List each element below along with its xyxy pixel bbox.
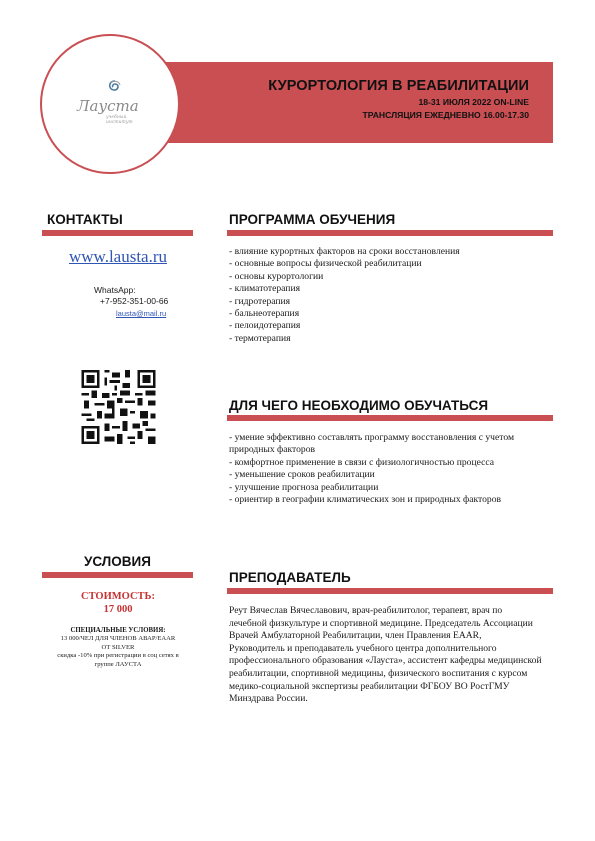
- lausta-swirl-logo-icon: [108, 80, 122, 94]
- bio-line: медико-социальной экспертизы реабилитации ФГБОУ ВО РостГМУ: [229, 680, 510, 692]
- contacts-title: КОНТАКТЫ: [47, 212, 123, 227]
- program-title: ПРОГРАММА ОБУЧЕНИЯ: [229, 212, 396, 227]
- bio-line: Руководитель и преподаватель учебного центра дополнительного: [229, 642, 497, 654]
- bio-line: Врачей Амбулаторной Реабилитации, член Правления EAAR,: [229, 630, 482, 642]
- special-conditions: [36, 627, 200, 669]
- list-item: - бальнеотерапия: [229, 308, 300, 320]
- special-line: ОТ SILVER: [101, 643, 135, 651]
- logo-name: Лауста: [77, 97, 139, 115]
- list-item: - ориентир в географии климатических зон и природных факторов: [229, 494, 502, 506]
- teacher-title: ПРЕПОДАВАТЕЛЬ: [229, 570, 351, 585]
- bio-line: Минздрава России.: [229, 693, 308, 705]
- bio-line: Реут Вячеслав Вячеславович, врач-реабилитолог, терапевт, врач по: [229, 605, 503, 616]
- list-item: - уменьшение сроков реабилитации: [229, 469, 375, 481]
- list-item: природных факторов: [229, 444, 316, 456]
- special-line: скидка -10% при регистрации в соц сетях в: [57, 652, 179, 660]
- list-item: - гидротерапия: [229, 295, 291, 307]
- list-item: - комфортное применение в связи с физиологичностью процесса: [229, 456, 494, 468]
- qr-code-icon: [80, 370, 157, 444]
- program-divider: [227, 230, 553, 236]
- teacher-bio: [229, 605, 559, 706]
- program-list: [229, 246, 460, 345]
- list-item: - пелоидотерапия: [229, 320, 301, 332]
- list-item: - основные вопросы физической реабилитации: [229, 258, 422, 270]
- list-item: - улучшение прогноза реабилитации: [229, 481, 379, 493]
- logo-tagline: учебный институт: [106, 115, 133, 125]
- list-item: - основы курортологии: [229, 270, 324, 282]
- contacts-divider: [42, 230, 193, 236]
- why-divider: [227, 415, 553, 421]
- why-title: ДЛЯ ЧЕГО НЕОБХОДИМО ОБУЧАТЬСЯ: [229, 398, 489, 413]
- conditions-title: УСЛОВИЯ: [84, 554, 151, 569]
- bio-line: лечебной физкультуре и спортивной медицине. Председатель Ассоциации: [229, 617, 533, 629]
- email-link[interactable]: lausta@mail.ru: [116, 309, 167, 318]
- header-text: [268, 78, 529, 120]
- list-item: - умение эффективно составлять программу восстановления с учетом: [229, 432, 515, 443]
- conditions-divider: [42, 572, 193, 578]
- cost-label: СТОИМОСТЬ:: [80, 591, 155, 602]
- bio-line: профессионального образования «Лауста», ассистент кафедры медицинской: [229, 655, 542, 667]
- bio-line: реабилитации, спортивной медицины, физического воспитания с курсом: [229, 667, 528, 679]
- whatsapp-label: WhatsApp:: [94, 285, 136, 295]
- teacher-divider: [227, 588, 553, 594]
- course-title: КУРОРТОЛОГИЯ В РЕАБИЛИТАЦИИ: [268, 78, 529, 94]
- cost-value: 17 000: [103, 604, 133, 615]
- list-item: - климатотерапия: [229, 283, 300, 295]
- whatsapp-phone: +7-952-351-00-66: [100, 296, 169, 306]
- list-item: - влияние курортных факторов на сроки восстановления: [229, 246, 460, 257]
- why-list: [229, 432, 514, 506]
- website-link[interactable]: www.lausta.ru: [68, 247, 168, 266]
- special-line: группе ЛАУСТА: [94, 660, 142, 668]
- special-line: 13 000/ЧЕЛ ДЛЯ ЧЛЕНОВ АВАР/EAAR: [60, 635, 176, 643]
- course-dates: 18-31 ИЮЛЯ 2022 ON-LINE: [418, 97, 529, 107]
- special-title: СПЕЦИАЛЬНЫЕ УСЛОВИЯ:: [70, 627, 166, 634]
- course-schedule: ТРАНСЛЯЦИЯ ЕЖЕДНЕВНО 16.00-17.30: [362, 110, 529, 120]
- list-item: - термотерапия: [229, 332, 291, 344]
